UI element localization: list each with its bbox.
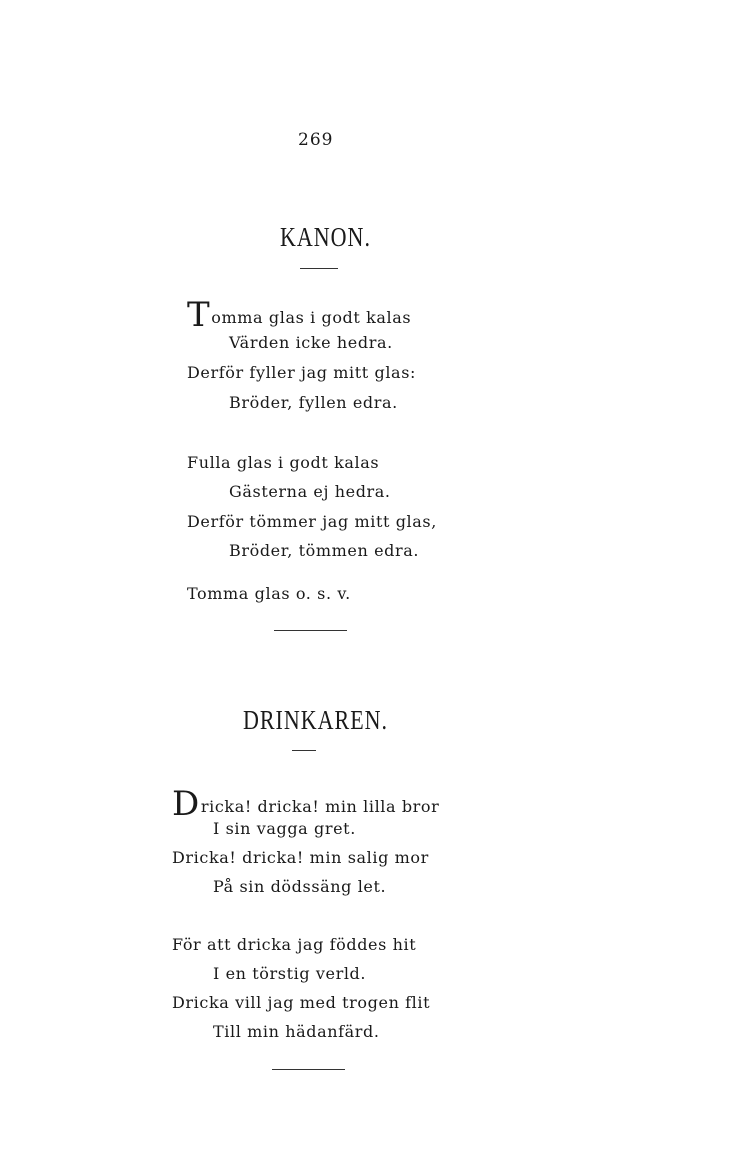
- poem-title-drinkaren: DRINKAREN.: [243, 704, 389, 736]
- poem-line: I sin vagga gret.: [213, 819, 356, 838]
- section-divider: [272, 1069, 345, 1070]
- poem-line: Tomma glas i godt kalas: [187, 295, 412, 335]
- page-number: 269: [298, 130, 334, 150]
- poem-line: Fulla glas i godt kalas: [187, 453, 380, 472]
- poem-line: Värden icke hedra.: [229, 333, 393, 352]
- drop-cap: D: [172, 784, 200, 824]
- poem-line: Gästerna ej hedra.: [229, 482, 391, 501]
- poem-line: Derför tömmer jag mitt glas,: [187, 512, 437, 531]
- title-underline: [292, 750, 316, 751]
- poem-line: Tomma glas o. s. v.: [187, 584, 351, 603]
- poem-line: På sin dödssäng let.: [213, 877, 387, 896]
- poem-line: Bröder, tömmen edra.: [229, 541, 420, 560]
- poem-line: För att dricka jag föddes hit: [172, 935, 417, 954]
- drop-cap: T: [187, 295, 211, 335]
- poem-line: Derför fyller jag mitt glas:: [187, 363, 416, 382]
- poem-title-kanon: KANON.: [280, 221, 371, 253]
- title-underline: [300, 268, 338, 269]
- poem-line: Bröder, fyllen edra.: [229, 393, 398, 412]
- poem-line: Dricka vill jag med trogen flit: [172, 993, 431, 1012]
- section-divider: [274, 630, 347, 631]
- poem-line: I en törstig verld.: [213, 964, 367, 983]
- poem-line: Till min hädanfärd.: [213, 1022, 380, 1041]
- poem-line: Dricka! dricka! min salig mor: [172, 848, 429, 867]
- poem-line: Dricka! dricka! min lilla bror: [172, 784, 440, 824]
